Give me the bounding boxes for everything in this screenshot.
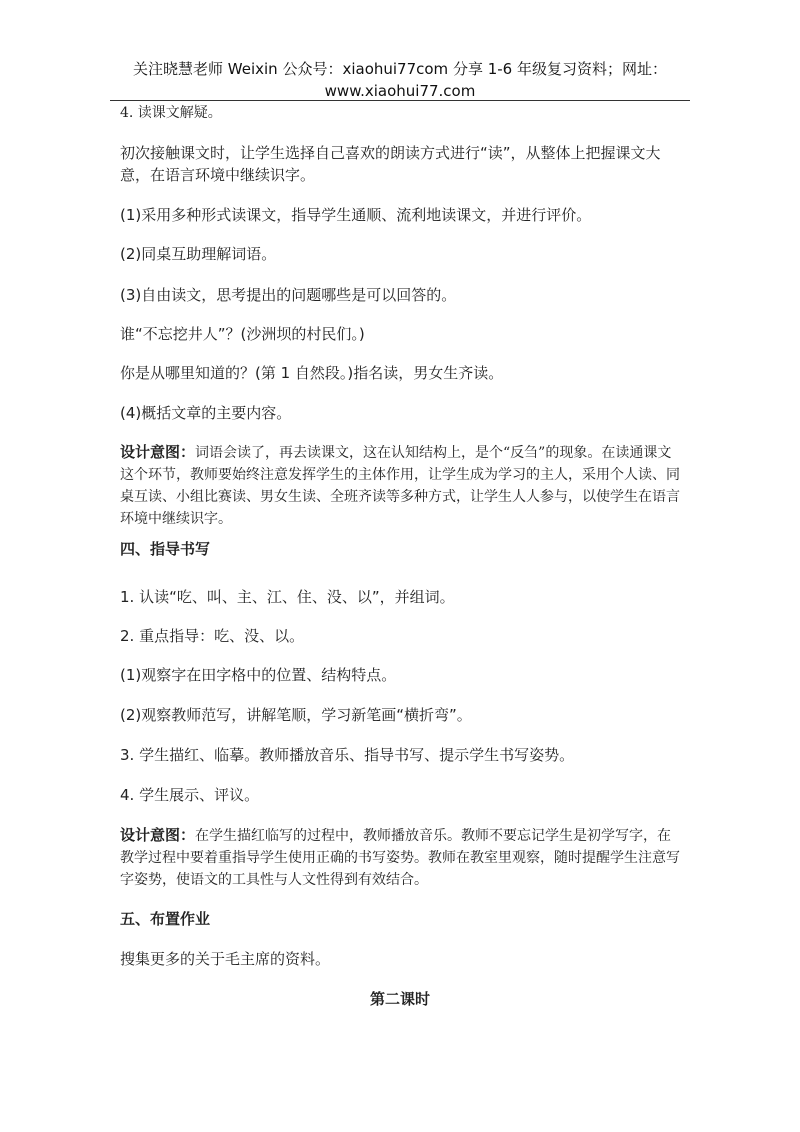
paragraph-focus: 2. 重点指导：吃、没、以。 bbox=[120, 627, 305, 645]
paragraph-step-4: (4)概括文章的主要内容。 bbox=[120, 404, 292, 422]
paragraph-step-2: (2)同桌互助理解词语。 bbox=[120, 245, 277, 263]
paragraph-read-text: 4. 读课文解疑。 bbox=[120, 105, 222, 121]
header-divider bbox=[110, 100, 690, 101]
paragraph-step-1: (1)采用多种形式读课文，指导学生通顺、流利地读课文，并进行评价。 bbox=[120, 206, 592, 224]
paragraph-homework: 搜集更多的关于毛主席的资料。 bbox=[120, 950, 331, 968]
lesson-2-heading: 第二课时 bbox=[369, 990, 430, 1008]
design-intent-1 bbox=[120, 441, 680, 530]
paragraph-question: 谁“不忘挖井人”？(沙洲坝的村民们。) bbox=[120, 325, 365, 343]
paragraph-trace: 3. 学生描红、临摹。教师播放音乐、指导书写、提示学生书写姿势。 bbox=[120, 746, 575, 764]
page-header bbox=[110, 58, 690, 102]
paragraph-observe-teacher: (2)观察教师范写，讲解笔顺，学习新笔画“横折弯”。 bbox=[120, 706, 472, 724]
design-intent-1-label: 设计意图： bbox=[120, 443, 196, 461]
header-line-1: 关注晓慧老师 Weixin 公众号：xiaohui77com 分享 1-6 年级复习资料；网址： bbox=[133, 60, 667, 78]
design-intent-2 bbox=[120, 824, 680, 891]
paragraph-answer: 你是从哪里知道的？(第 1 自然段。)指名读，男女生齐读。 bbox=[120, 364, 504, 382]
paragraph-step-3: (3)自由读文，思考提出的问题哪些是可以回答的。 bbox=[120, 286, 457, 304]
paragraph-observe-grid: (1)观察字在田字格中的位置、结构特点。 bbox=[120, 666, 397, 684]
paragraph-recognize: 1. 认读“吃、叫、主、江、住、没、以”，并组词。 bbox=[120, 588, 455, 606]
design-intent-2-text: 在学生描红临写的过程中，教师播放音乐。教师不要忘记学生是初学写字，在教学过程中要着重指导学生使用正确的书写姿势。教师在教室里观察，随时提醒学生注意写字姿势，使语文的工具性与人文性得到有效结合。 bbox=[120, 828, 680, 888]
design-intent-2-label: 设计意图： bbox=[120, 826, 196, 844]
paragraph-display: 4. 学生展示、评议。 bbox=[120, 786, 260, 804]
section-heading-4: 四、指导书写 bbox=[120, 540, 211, 558]
header-line-2: www.xiaohui77.com bbox=[324, 82, 476, 100]
paragraph-first-contact: 初次接触课文时，让学生选择自己喜欢的朗读方式进行“读”，从整体上把握课文大意，在语言环境中继续识字。 bbox=[120, 144, 661, 184]
design-intent-1-text: 词语会读了，再去读课文，这在认知结构上，是个“反刍”的现象。在读通课文这个环节，教师要始终注意发挥学生的主体作用，让学生成为学习的主人，采用个人读、同桌互读、小组比赛读、男女生读、全班齐读等多种方式，让学生人人参与，以使学生在语言环境中继续识字。 bbox=[120, 445, 680, 527]
section-heading-5: 五、布置作业 bbox=[120, 910, 211, 928]
